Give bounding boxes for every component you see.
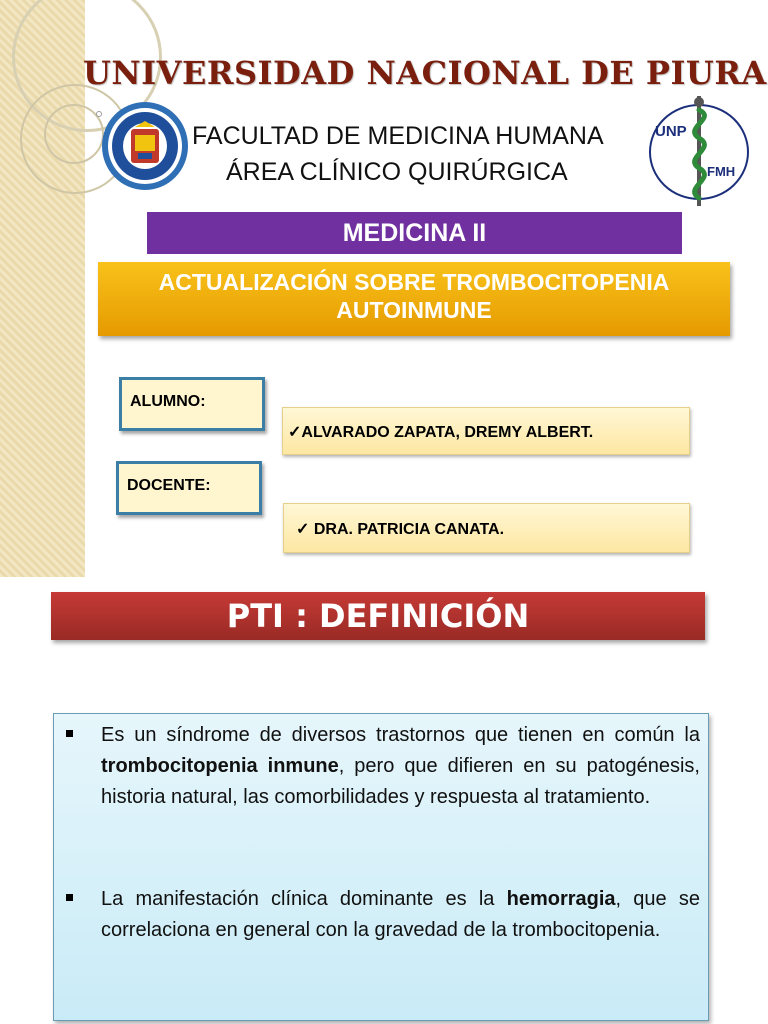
topic-title-box xyxy=(98,262,730,336)
logo-text-bottom: FMH xyxy=(707,164,736,179)
area-name: ÁREA CLÍNICO QUIRÚRGICA xyxy=(226,158,568,186)
list-item xyxy=(66,720,700,813)
logo-text-top: UNP xyxy=(655,123,687,140)
teacher-name: ✓ DRA. PATRICIA CANATA. xyxy=(283,503,690,553)
faculty-name: FACULTAD DE MEDICINA HUMANA xyxy=(192,122,604,150)
decorative-circle xyxy=(44,104,104,164)
square-bullet-icon xyxy=(66,894,73,901)
university-seal-logo xyxy=(101,101,189,191)
bullet-bold-term: hemorragia xyxy=(506,888,616,910)
student-label: ALUMNO: xyxy=(119,377,265,431)
bullet-text-part: Es un síndrome de diversos trastornos que tienen en común la xyxy=(101,724,700,746)
square-bullet-icon xyxy=(66,730,73,737)
list-item xyxy=(66,884,700,946)
university-title: UNIVERSIDAD NACIONAL DE PIURA xyxy=(83,54,767,92)
teacher-label: DOCENTE: xyxy=(116,461,262,515)
faculty-logo xyxy=(647,92,751,208)
course-banner: MEDICINA II xyxy=(147,212,682,254)
definition-header: PTI : DEFINICIÓN xyxy=(51,592,705,640)
definition-slide xyxy=(0,577,768,1024)
topic-title-line1: ACTUALIZACIÓN SOBRE TROMBOCITOPENIA xyxy=(158,269,670,295)
bullet-bold-term: trombocitopenia inmune xyxy=(101,755,339,777)
bullet-text-part: , que se correlaciona en general con la gravedad de la trombocitopenia. xyxy=(101,888,700,941)
student-name: ✓ALVARADO ZAPATA, DREMY ALBERT. xyxy=(282,407,690,455)
bullet-text xyxy=(101,884,700,946)
definition-content-box xyxy=(53,713,709,1021)
topic-title-line2: AUTOINMUNE xyxy=(336,297,492,323)
bullet-text-part: La manifestación clínica dominante es la xyxy=(101,888,507,910)
bullet-text xyxy=(101,720,700,813)
bullet-text-part: , pero que difieren en su patogénesis, historia natural, las comorbilidades y respuesta al tratamiento. xyxy=(101,755,700,808)
